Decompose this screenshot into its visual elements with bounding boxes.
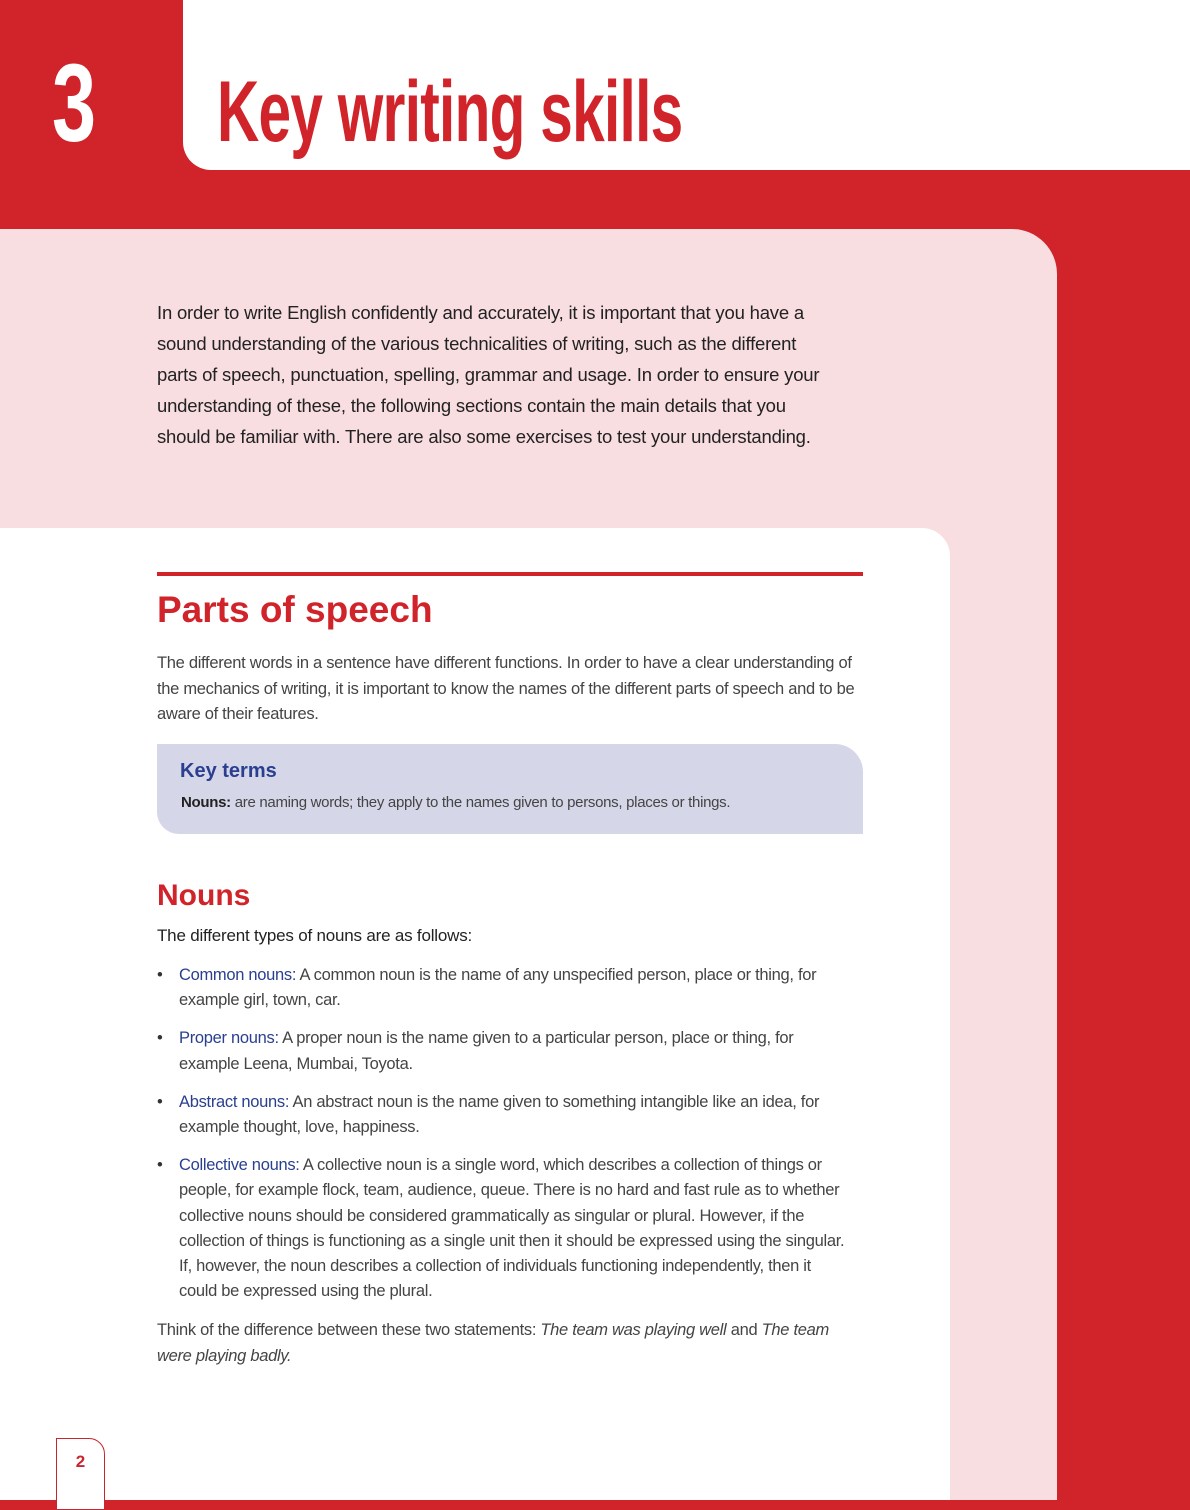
list-text: A proper noun is the name given to a particular person, place or thing, for example Leena, Mumbai, Toyota. xyxy=(179,1029,794,1073)
closing-conjunction: and xyxy=(726,1321,762,1339)
nouns-lead: The different types of nouns are as follows: xyxy=(157,926,473,945)
list-item xyxy=(157,963,847,1013)
key-term-definition xyxy=(181,794,730,811)
list-item xyxy=(157,1026,847,1076)
list-item xyxy=(157,1090,847,1140)
section-heading: Parts of speech xyxy=(157,589,433,630)
section-paragraph: The different words in a sentence have different functions. In order to have a clear understanding of the mechanics of writing, it is important to know the names of the different parts of speech and to be aware of their features. xyxy=(157,654,855,723)
list-item xyxy=(157,1153,847,1304)
page-number-tab xyxy=(56,1438,105,1510)
intro-paragraph: In order to write English confidently and accurately, it is important that you have a sound understanding of the various technicalities of writing, such as the different parts of speech, punctuation, spelling, grammar and usage. In order to ensure your understanding of these, the following sections contain the main details that you should be familiar with. There are also some exercises to test your understanding. xyxy=(157,302,820,447)
bullet-icon: • xyxy=(157,1092,163,1111)
list-term: Common nouns: xyxy=(179,966,297,984)
list-term: Proper nouns: xyxy=(179,1029,279,1048)
list-term: Abstract nouns: xyxy=(179,1092,290,1111)
closing-paragraph xyxy=(157,1318,847,1369)
chapter-number: 3 xyxy=(52,42,97,165)
list-text: An abstract noun is the name given to something intangible like an idea, for example thought, love, happiness. xyxy=(179,1092,820,1137)
key-terms-box xyxy=(157,744,863,834)
bullet-icon: • xyxy=(157,1029,163,1048)
key-terms-title: Key terms xyxy=(180,760,277,782)
closing-text: Think of the difference between these two statements: xyxy=(157,1321,541,1339)
chapter-title: Key writing skills xyxy=(217,64,683,160)
nouns-heading: Nouns xyxy=(157,879,251,912)
bullet-icon: • xyxy=(157,1156,163,1175)
example-2: The team were playing badly. xyxy=(157,1321,829,1365)
list-term: Collective nouns: xyxy=(179,1156,300,1175)
bullet-icon: • xyxy=(157,966,163,984)
list-text: A common noun is the name of any unspecified person, place or thing, for example girl, town, car. xyxy=(179,966,817,1010)
key-term-text: are naming words; they apply to the names given to persons, places or things. xyxy=(230,794,731,811)
example-1: The team was playing well xyxy=(540,1321,727,1339)
key-term: Nouns: xyxy=(181,794,231,811)
section-divider xyxy=(157,572,863,576)
list-text: A collective noun is a single word, which describes a collection of things or people, for example flock, team, audience, queue. There is no hard and fast rule as to whether collective nouns should be considered grammatically as singular or plural. However, if the collection of things is functioning as a single unit then it should be expressed using the singular. If, however, the noun describes a collection of individuals functioning independently, then it could be expressed using the plural. xyxy=(179,1156,845,1301)
noun-types-list xyxy=(157,963,847,1317)
page-number: 2 xyxy=(75,1452,86,1471)
